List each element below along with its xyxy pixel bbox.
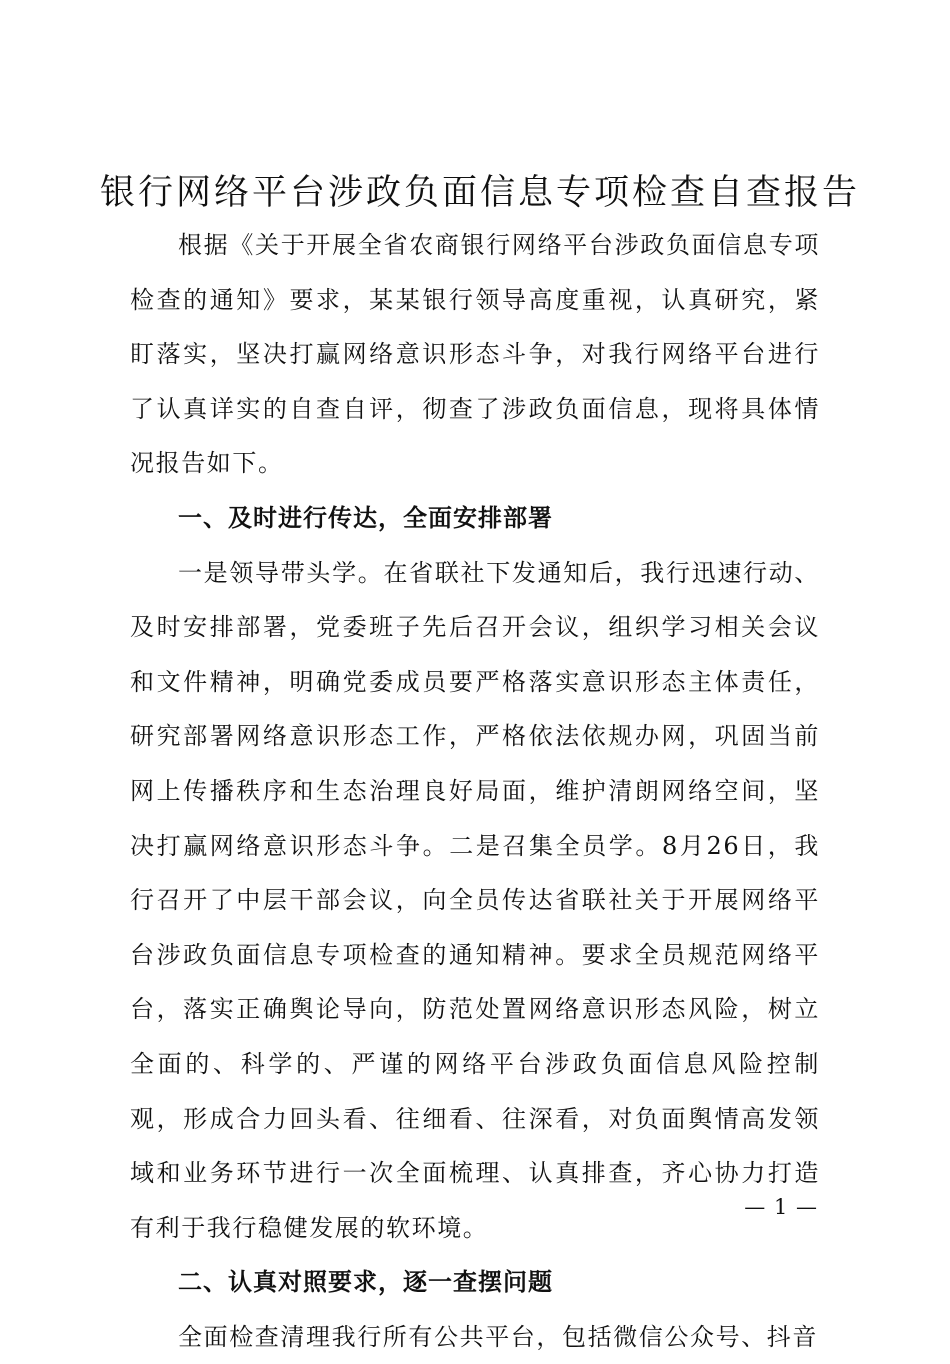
section-heading-2: 二、认真对照要求，逐一查摆问题 bbox=[178, 1268, 553, 1297]
page-number: — 1 — bbox=[744, 1195, 818, 1219]
section-2-paragraph: 全面检查清理我行所有公共平台，包括微信公众号、抖音 bbox=[178, 1322, 818, 1351]
document-body bbox=[130, 218, 820, 1364]
section-heading-1: 一、及时进行传达，全面安排部署 bbox=[178, 503, 553, 532]
section-1-paragraph: 一是领导带头学。在省联社下发通知后，我行迅速行动、及时安排部署，党委班子先后召开会议，组织学习相关会议和文件精神，明确党委成员要严格落实意识形态主体责任，研究部署网络意识形态工作，严格依法依规办网，巩固当前网上传播秩序和生态治理良好局面，维护清朗网络空间，坚决打赢网络意识形态斗争。二是召集全员学。8月26日，我行召开了中层干部会议，向全员传达省联社关于开展网络平台涉政负面信息专项检查的通知精神。要求全员规范网络平台，落实正确舆论导向，防范处置网络意识形态风险，树立全面的、科学的、严谨的网络平台涉政负面信息风险控制观，形成合力回头看、往细看、往深看，对负面舆情高发领域和业务环节进行一次全面梳理、认真排查，齐心协力打造有利于我行稳健发展的软环境。 bbox=[130, 558, 820, 1242]
intro-paragraph: 根据《关于开展全省农商银行网络平台涉政负面信息专项检查的通知》要求，某某银行领导高度重视，认真研究，紧盯落实，坚决打赢网络意识形态斗争，对我行网络平台进行了认真详实的自查自评，彻查了涉政负面信息，现将具体情况报告如下。 bbox=[130, 231, 820, 478]
document-title: 银行网络平台涉政负面信息专项检查自查报告 bbox=[100, 173, 861, 213]
